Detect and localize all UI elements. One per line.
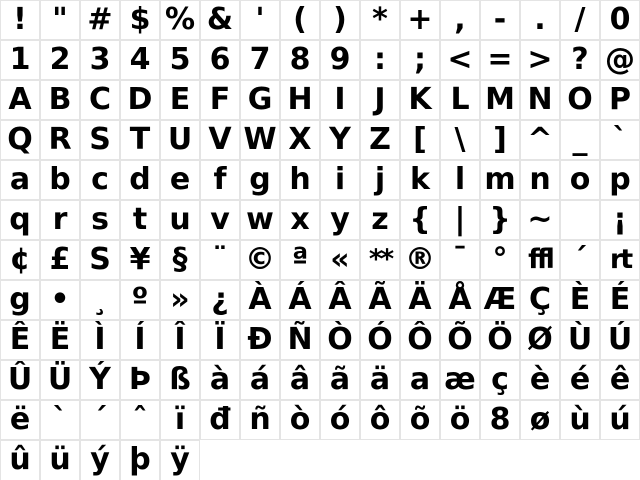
glyph-cell[interactable]: - [480, 0, 520, 40]
glyph-cell[interactable]: ß [160, 360, 200, 400]
glyph-cell[interactable]: û [0, 440, 40, 480]
glyph-cell[interactable]: º [120, 280, 160, 320]
glyph-cell[interactable]: d [120, 160, 160, 200]
glyph-cell[interactable]: ¿ [200, 280, 240, 320]
glyph-cell[interactable]: ñ [240, 400, 280, 440]
glyph-cell[interactable]: ú [600, 400, 640, 440]
glyph-cell[interactable]: t [120, 200, 160, 240]
glyph-cell[interactable]: y [320, 200, 360, 240]
glyph-cell[interactable]: v [200, 200, 240, 240]
glyph-cell[interactable]: ! [0, 0, 40, 40]
glyph-cell[interactable]: Å [440, 280, 480, 320]
glyph-cell[interactable]: J [360, 80, 400, 120]
glyph-cell[interactable]: § [160, 240, 200, 280]
glyph-cell[interactable]: ´ [560, 240, 600, 280]
glyph-cell[interactable]: . [520, 0, 560, 40]
glyph-cell[interactable]: Z [360, 120, 400, 160]
glyph-cell[interactable]: F [200, 80, 240, 120]
glyph-cell[interactable]: s [80, 200, 120, 240]
glyph-cell[interactable]: ^ [520, 120, 560, 160]
glyph-cell[interactable]: Â [320, 280, 360, 320]
glyph-cell[interactable]: á [240, 360, 280, 400]
glyph-cell[interactable]: X [280, 120, 320, 160]
glyph-cell[interactable]: 3 [80, 40, 120, 80]
glyph-cell[interactable]: ï [160, 400, 200, 440]
glyph-cell[interactable]: « [320, 240, 360, 280]
glyph-cell[interactable]: ' [240, 0, 280, 40]
glyph-cell[interactable]: 5 [160, 40, 200, 80]
glyph-cell[interactable]: ô [360, 400, 400, 440]
glyph-cell[interactable]: } [480, 200, 520, 240]
glyph-cell[interactable]: ) [320, 0, 360, 40]
glyph-cell[interactable]: x [280, 200, 320, 240]
glyph-cell[interactable]: " [40, 0, 80, 40]
glyph-cell[interactable]: | [440, 200, 480, 240]
glyph-cell[interactable]: À [240, 280, 280, 320]
glyph-cell[interactable]: Ö [480, 320, 520, 360]
glyph-cell[interactable]: % [160, 0, 200, 40]
glyph-cell[interactable]: ( [280, 0, 320, 40]
glyph-cell[interactable]: m [480, 160, 520, 200]
empty-area [360, 440, 400, 480]
glyph-cell[interactable]: g [240, 160, 280, 200]
glyph-cell[interactable]: 2 [40, 40, 80, 80]
glyph-cell[interactable]: P [600, 80, 640, 120]
glyph-cell[interactable]: • [40, 280, 80, 320]
empty-area [280, 440, 320, 480]
glyph-cell[interactable]: õ [400, 400, 440, 440]
glyph-cell[interactable]: G [240, 80, 280, 120]
glyph-cell[interactable]: ˆ [120, 400, 160, 440]
glyph-cell[interactable]: E [160, 80, 200, 120]
glyph-cell[interactable]: { [400, 200, 440, 240]
glyph-cell[interactable]: Á [280, 280, 320, 320]
glyph-cell[interactable]: 1 [0, 40, 40, 80]
empty-area [560, 440, 600, 480]
glyph-cell[interactable]: r [40, 200, 80, 240]
glyph-cell[interactable]: L [440, 80, 480, 120]
glyph-cell[interactable]: U [160, 120, 200, 160]
glyph-cell[interactable]: ® [400, 240, 440, 280]
glyph-cell[interactable]: Ü [40, 360, 80, 400]
empty-area [240, 440, 280, 480]
glyph-cell[interactable] [560, 200, 600, 240]
glyph-cell[interactable]: è [520, 360, 560, 400]
glyph-cell[interactable]: a [0, 160, 40, 200]
glyph-cell[interactable]: ê [600, 360, 640, 400]
empty-area [320, 440, 360, 480]
glyph-cell[interactable]: Õ [440, 320, 480, 360]
glyph-cell[interactable]: © [240, 240, 280, 280]
glyph-cell[interactable]: ] [480, 120, 520, 160]
glyph-cell[interactable]: , [440, 0, 480, 40]
glyph-cell[interactable]: i [320, 160, 360, 200]
glyph-cell[interactable]: 8 [280, 40, 320, 80]
glyph-cell[interactable]: Y [320, 120, 360, 160]
glyph-cell[interactable]: @ [600, 40, 640, 80]
glyph-cell[interactable]: A [0, 80, 40, 120]
glyph-cell[interactable]: ü [40, 440, 80, 480]
glyph-cell[interactable]: e [160, 160, 200, 200]
glyph-cell[interactable]: a [400, 360, 440, 400]
glyph-cell[interactable]: 9 [320, 40, 360, 80]
glyph-cell[interactable]: D [120, 80, 160, 120]
glyph-cell[interactable]: g [0, 280, 40, 320]
glyph-cell[interactable]: Ï [200, 320, 240, 360]
glyph-cell[interactable]: Ø [520, 320, 560, 360]
glyph-cell[interactable]: ý [80, 440, 120, 480]
glyph-cell[interactable]: c [80, 160, 120, 200]
glyph-cell[interactable]: Ç [520, 280, 560, 320]
glyph-cell[interactable]: ** [360, 240, 400, 280]
glyph-cell[interactable]: 6 [200, 40, 240, 80]
glyph-cell[interactable]: \ [440, 120, 480, 160]
glyph-cell[interactable]: & [200, 0, 240, 40]
glyph-cell[interactable]: B [40, 80, 80, 120]
glyph-cell[interactable]: : [360, 40, 400, 80]
empty-area [200, 440, 240, 480]
glyph-cell[interactable]: V [200, 120, 240, 160]
glyph-cell[interactable]: ã [320, 360, 360, 400]
glyph-cell[interactable]: Ó [360, 320, 400, 360]
glyph-cell[interactable]: 8 [480, 400, 520, 440]
glyph-cell[interactable]: [ [400, 120, 440, 160]
glyph-cell[interactable]: # [80, 0, 120, 40]
glyph-cell[interactable]: Ä [400, 280, 440, 320]
glyph-cell[interactable]: Ñ [280, 320, 320, 360]
glyph-cell[interactable]: æ [440, 360, 480, 400]
glyph-cell[interactable]: Î [160, 320, 200, 360]
glyph-cell[interactable]: $ [120, 0, 160, 40]
glyph-cell[interactable]: ` [40, 400, 80, 440]
glyph-cell[interactable]: Í [120, 320, 160, 360]
glyph-cell[interactable]: È [560, 280, 600, 320]
glyph-cell[interactable]: ¡ [600, 200, 640, 240]
glyph-cell[interactable]: ø [520, 400, 560, 440]
glyph-cell[interactable]: 0 [600, 0, 640, 40]
glyph-cell[interactable]: T [120, 120, 160, 160]
glyph-cell[interactable]: / [560, 0, 600, 40]
glyph-cell[interactable]: S [80, 240, 120, 280]
empty-area [520, 440, 560, 480]
glyph-cell[interactable]: Ã [360, 280, 400, 320]
glyph-cell[interactable]: + [400, 0, 440, 40]
glyph-cell[interactable]: rt [600, 240, 640, 280]
glyph-cell[interactable]: 7 [240, 40, 280, 80]
glyph-cell[interactable]: j [360, 160, 400, 200]
glyph-cell[interactable]: w [240, 200, 280, 240]
glyph-cell[interactable]: C [80, 80, 120, 120]
glyph-cell[interactable]: S [80, 120, 120, 160]
glyph-cell[interactable]: ª [280, 240, 320, 280]
glyph-cell[interactable]: O [560, 80, 600, 120]
glyph-cell[interactable]: _ [560, 120, 600, 160]
glyph-cell[interactable]: đ [200, 400, 240, 440]
glyph-cell[interactable]: ` [600, 120, 640, 160]
glyph-cell[interactable]: É [600, 280, 640, 320]
glyph-cell[interactable]: 4 [120, 40, 160, 80]
glyph-cell[interactable]: ¯ [440, 240, 480, 280]
glyph-cell[interactable]: h [280, 160, 320, 200]
glyph-cell[interactable]: M [480, 80, 520, 120]
glyph-cell[interactable]: ä [360, 360, 400, 400]
glyph-cell[interactable]: R [40, 120, 80, 160]
glyph-cell[interactable]: Ð [240, 320, 280, 360]
glyph-cell[interactable]: > [520, 40, 560, 80]
glyph-cell[interactable]: q [0, 200, 40, 240]
glyph-cell[interactable]: ö [440, 400, 480, 440]
glyph-cell[interactable]: b [40, 160, 80, 200]
glyph-cell[interactable]: ° [480, 240, 520, 280]
glyph-cell[interactable]: ó [320, 400, 360, 440]
glyph-cell[interactable]: ? [560, 40, 600, 80]
glyph-cell[interactable]: H [280, 80, 320, 120]
glyph-cell[interactable]: I [320, 80, 360, 120]
glyph-cell[interactable]: ¸ [80, 280, 120, 320]
glyph-cell[interactable]: ò [280, 400, 320, 440]
glyph-cell[interactable]: * [360, 0, 400, 40]
glyph-cell[interactable]: Ù [560, 320, 600, 360]
glyph-cell[interactable]: ffl [520, 240, 560, 280]
glyph-cell[interactable]: z [360, 200, 400, 240]
glyph-cell[interactable]: é [560, 360, 600, 400]
glyph-cell[interactable]: f [200, 160, 240, 200]
glyph-cell[interactable]: þ [120, 440, 160, 480]
empty-area [600, 440, 640, 480]
glyph-cell[interactable]: Ý [80, 360, 120, 400]
empty-area [480, 440, 520, 480]
empty-area [440, 440, 480, 480]
glyph-cell[interactable]: l [440, 160, 480, 200]
glyph-cell[interactable]: Ê [0, 320, 40, 360]
glyph-cell[interactable]: N [520, 80, 560, 120]
glyph-cell[interactable]: ¨ [200, 240, 240, 280]
glyph-cell[interactable]: ÿ [160, 440, 200, 480]
glyph-cell[interactable]: Þ [120, 360, 160, 400]
glyph-cell[interactable]: o [560, 160, 600, 200]
glyph-cell[interactable]: Ì [80, 320, 120, 360]
glyph-cell[interactable]: £ [40, 240, 80, 280]
glyph-cell[interactable]: ¥ [120, 240, 160, 280]
glyph-cell[interactable]: à [200, 360, 240, 400]
glyph-cell[interactable]: p [600, 160, 640, 200]
empty-area [400, 440, 440, 480]
glyph-cell[interactable]: ù [560, 400, 600, 440]
glyph-cell[interactable]: ë [0, 400, 40, 440]
glyph-cell[interactable]: Q [0, 120, 40, 160]
glyph-cell[interactable]: ç [480, 360, 520, 400]
glyph-cell[interactable]: Ë [40, 320, 80, 360]
glyph-cell[interactable]: W [240, 120, 280, 160]
glyph-cell[interactable]: ´ [80, 400, 120, 440]
glyph-cell[interactable]: ¢ [0, 240, 40, 280]
glyph-cell[interactable]: Ú [600, 320, 640, 360]
glyph-cell[interactable]: Æ [480, 280, 520, 320]
glyph-cell[interactable]: Ò [320, 320, 360, 360]
glyph-cell[interactable]: ~ [520, 200, 560, 240]
glyph-cell[interactable]: Û [0, 360, 40, 400]
glyph-cell[interactable]: ; [400, 40, 440, 80]
glyph-cell[interactable]: < [440, 40, 480, 80]
glyph-cell[interactable]: n [520, 160, 560, 200]
glyph-cell[interactable]: » [160, 280, 200, 320]
glyph-cell[interactable]: Ô [400, 320, 440, 360]
glyph-cell[interactable]: = [480, 40, 520, 80]
glyph-cell[interactable]: k [400, 160, 440, 200]
glyph-cell[interactable]: K [400, 80, 440, 120]
glyph-cell[interactable]: u [160, 200, 200, 240]
glyph-cell[interactable]: â [280, 360, 320, 400]
